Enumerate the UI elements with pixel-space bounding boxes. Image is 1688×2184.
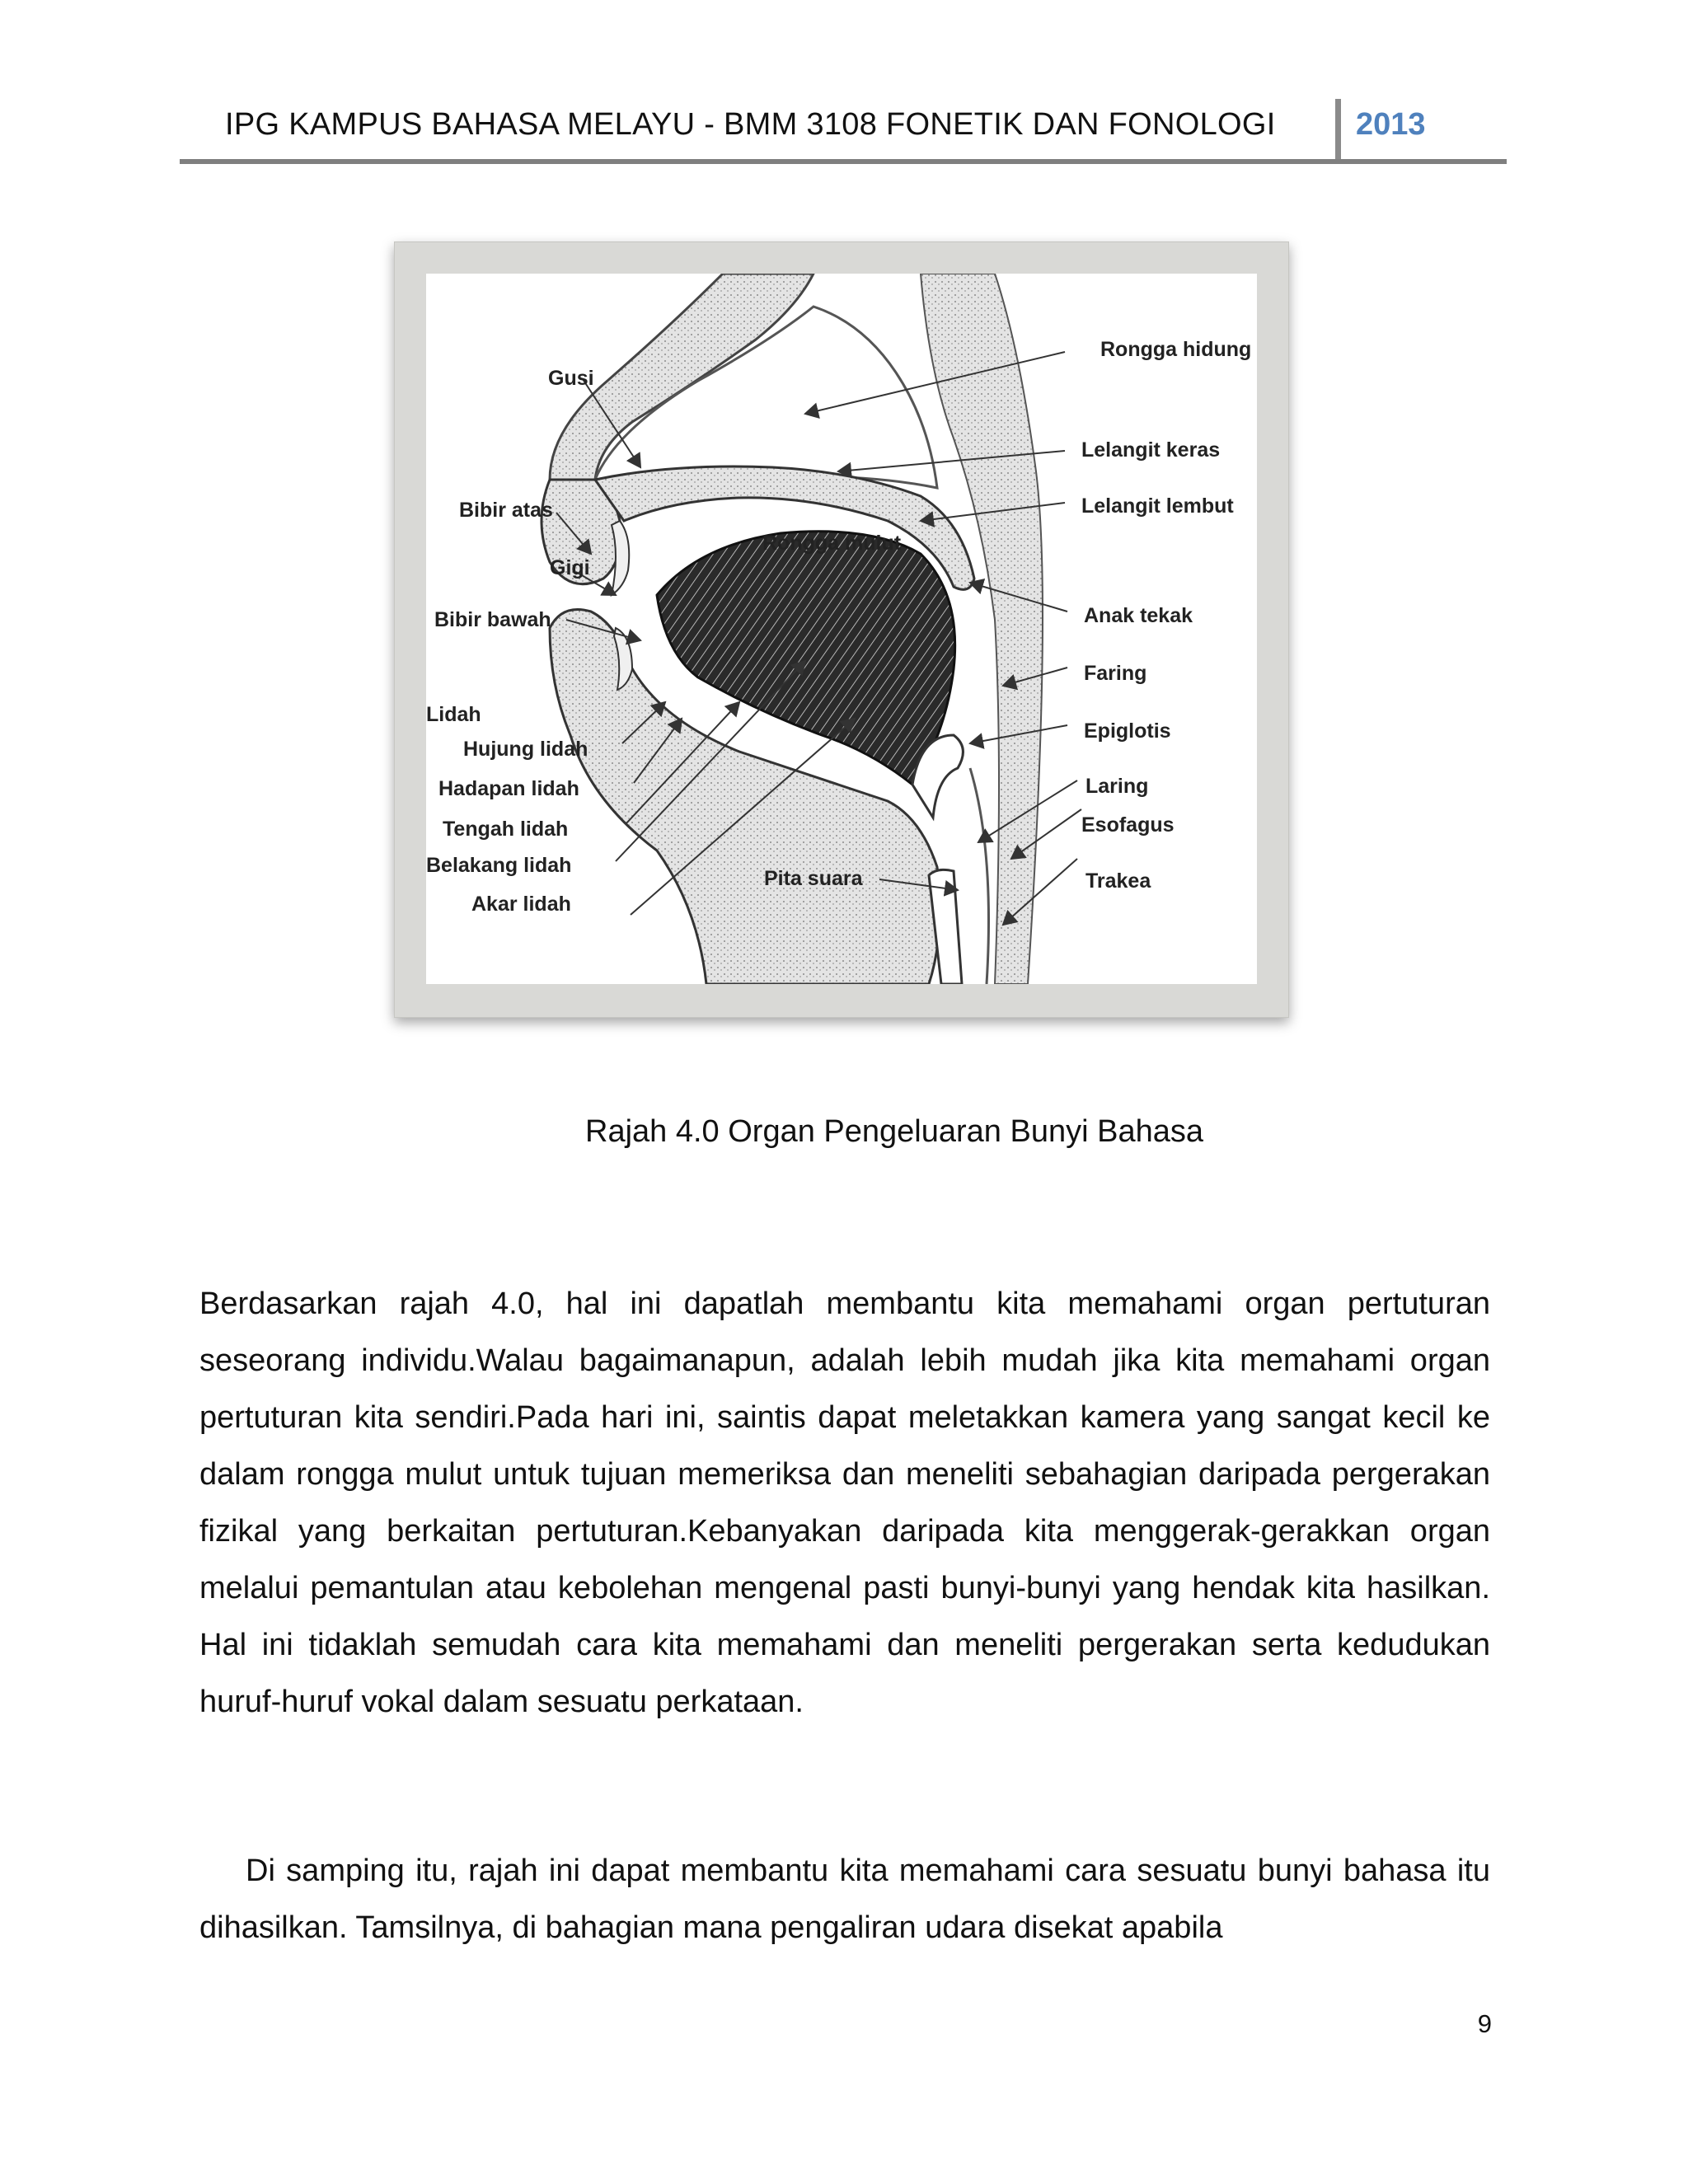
label-rongga-hidung: Rongga hidung <box>1100 338 1252 361</box>
header-divider <box>1335 99 1341 162</box>
label-epiglotis: Epiglotis <box>1084 719 1171 743</box>
header-title: IPG KAMPUS BAHASA MELAYU - BMM 3108 FONETIK DAN FONOLOGI <box>225 107 1276 142</box>
figure-caption: Rajah 4.0 Organ Pengeluaran Bunyi Bahasa <box>585 1114 1203 1149</box>
label-faring: Faring <box>1084 662 1147 685</box>
label-esofagus: Esofagus <box>1081 813 1175 837</box>
esophagus-wall <box>970 768 989 984</box>
label-lelangit-keras: Lelangit keras <box>1081 438 1221 462</box>
label-gigi: Gigi <box>550 556 590 579</box>
label-tengah-lidah: Tengah lidah <box>443 818 569 841</box>
label-hadapan-lidah: Hadapan lidah <box>438 777 579 800</box>
header-rule <box>180 159 1507 164</box>
speech-organs-diagram <box>426 274 1257 984</box>
label-hujung-lidah: Hujung lidah <box>463 738 588 761</box>
label-trakea: Trakea <box>1085 869 1151 893</box>
label-anak-tekak: Anak tekak <box>1084 604 1193 627</box>
paragraph-2: Di samping itu, rajah ini dapat membantu kita memahami cara sesuatu bunyi bahasa itu dihasilkan. Tamsilnya, di bahagian mana pengaliran udara disekat apabila <box>199 1854 1490 1945</box>
paragraph-1: Berdasarkan rajah 4.0, hal ini dapatlah membantu kita memahami organ pertuturan seseorang individu.Walau bagaimanapun, adalah lebih mudah jika kita memahami organ pertuturan kita sendiri.Pada hari ini, saintis dapat meletakkan kamera yang sangat kecil ke dalam rongga mulut untuk tujuan memeriksa dan meneliti sebahagian daripada pergerakan fizikal yang berkaitan pertuturan.Kebanyakan daripada kita menggerak-gerakkan organ melalui pemantulan atau kebolehan mengenal pasti bunyi-bunyi yang hendak kita hasilkan. Hal ini tidaklah semudah cara kita memahami dan meneliti pergerakan serta kedudukan huruf-huruf vokal dalam sesuatu perkataan. <box>199 1286 1490 1719</box>
page-header <box>180 99 1507 165</box>
label-lelangit-lembut: Lelangit lembut <box>1081 494 1234 518</box>
page-number: 9 <box>1477 2009 1492 2038</box>
label-lidah: Lidah <box>426 703 481 726</box>
label-rongga-mulut: Rongga mulut <box>762 532 902 555</box>
header-year: 2013 <box>1356 107 1426 142</box>
label-pita-suara: Pita suara <box>764 867 863 890</box>
diagram-svg <box>426 274 1257 984</box>
label-bibir-atas: Bibir atas <box>459 499 553 522</box>
label-akar-lidah: Akar lidah <box>471 893 571 916</box>
label-laring: Laring <box>1085 775 1149 798</box>
label-gusi: Gusi <box>548 367 594 390</box>
label-bibir-bawah: Bibir bawah <box>434 608 551 631</box>
figure-frame <box>394 241 1289 1018</box>
label-belakang-lidah: Belakang lidah <box>426 854 572 877</box>
